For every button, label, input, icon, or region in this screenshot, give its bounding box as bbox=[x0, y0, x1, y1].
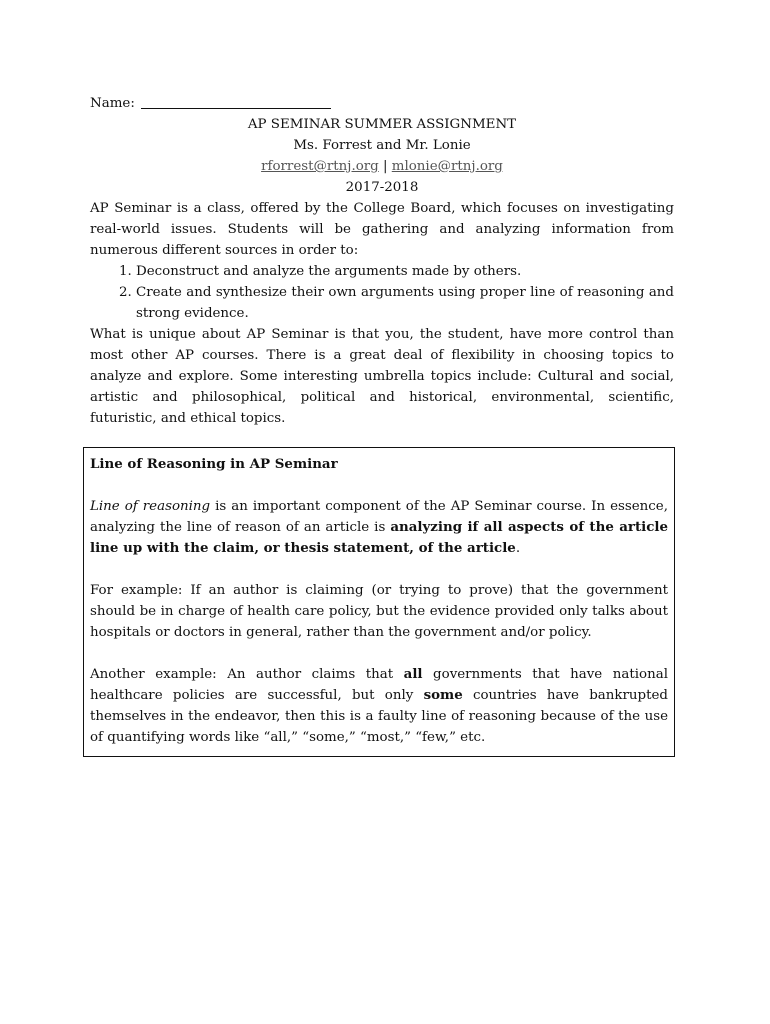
another-example-paragraph bbox=[90, 664, 668, 748]
teacher-names: Ms. Forrest and Mr. Lonie bbox=[293, 138, 471, 153]
example-text-a: Another example: An author claims that bbox=[90, 667, 404, 682]
example-paragraph: For example: If an author is claiming (or trying to prove) that the government should be in charge of health care policy, but the evidence provided only talks about hospitals or doctors in general, rather than the government and/or policy. bbox=[90, 583, 668, 640]
document-body bbox=[90, 93, 674, 429]
term-line-of-reasoning: Line of reasoning bbox=[90, 499, 211, 514]
definition-emphasis: analyzing if all aspects of the article line up with the claim, or thesis statement, of the article bbox=[90, 519, 668, 556]
definition-text: is an important component of the AP Seminar course. In essence, analyzing the line of reason of an article is bbox=[90, 499, 668, 535]
definition-end: . bbox=[515, 541, 521, 556]
definition-paragraph bbox=[90, 496, 668, 559]
intro-paragraph: AP Seminar is a class, offered by the College Board, which focuses on investigating real-world issues. Students will be gathering and analyzing information from numerous different sources in order to: bbox=[90, 201, 674, 258]
example-text-d: countries have bankrupted themselves in the endeavor, then this is a faulty line of reasoning because of the use of quantifying words like “all,” “some,” “most,” “few,” etc. bbox=[90, 688, 668, 745]
list-item: 2. Create and synthesize their own arguments using proper line of reasoning and strong evidence. bbox=[136, 282, 674, 324]
goals-list bbox=[90, 261, 674, 324]
example-text-c: governments that have national healthcare policies are successful, but only bbox=[90, 667, 668, 703]
name-blank-field[interactable] bbox=[141, 94, 331, 109]
name-line bbox=[90, 93, 674, 114]
email-link-forrest[interactable]: rforrest@rtnj.org bbox=[261, 159, 379, 174]
email-separator: | bbox=[378, 159, 392, 174]
assignment-title: AP SEMINAR SUMMER ASSIGNMENT bbox=[247, 117, 517, 132]
emphasis-some: some bbox=[423, 687, 463, 703]
box-title: Line of Reasoning in AP Seminar bbox=[90, 456, 338, 472]
unique-paragraph: What is unique about AP Seminar is that you, the student, have more control than most other AP courses. There is a great deal of flexibility in choosing topics to analyze and explore. Some interesting umbrella topics include: Cultural and social, artistic and philosophical, political and historical, environmental, scientific, futuristic, and ethical topics. bbox=[90, 327, 674, 426]
line-of-reasoning-box bbox=[83, 447, 675, 757]
list-item: 1. Deconstruct and analyze the arguments made by others. bbox=[136, 261, 674, 282]
email-line bbox=[90, 156, 674, 177]
name-label: Name: bbox=[90, 96, 135, 111]
emphasis-all: all bbox=[403, 666, 423, 682]
email-link-lonie[interactable]: mlonie@rtnj.org bbox=[391, 159, 503, 174]
school-year: 2017-2018 bbox=[345, 180, 419, 195]
